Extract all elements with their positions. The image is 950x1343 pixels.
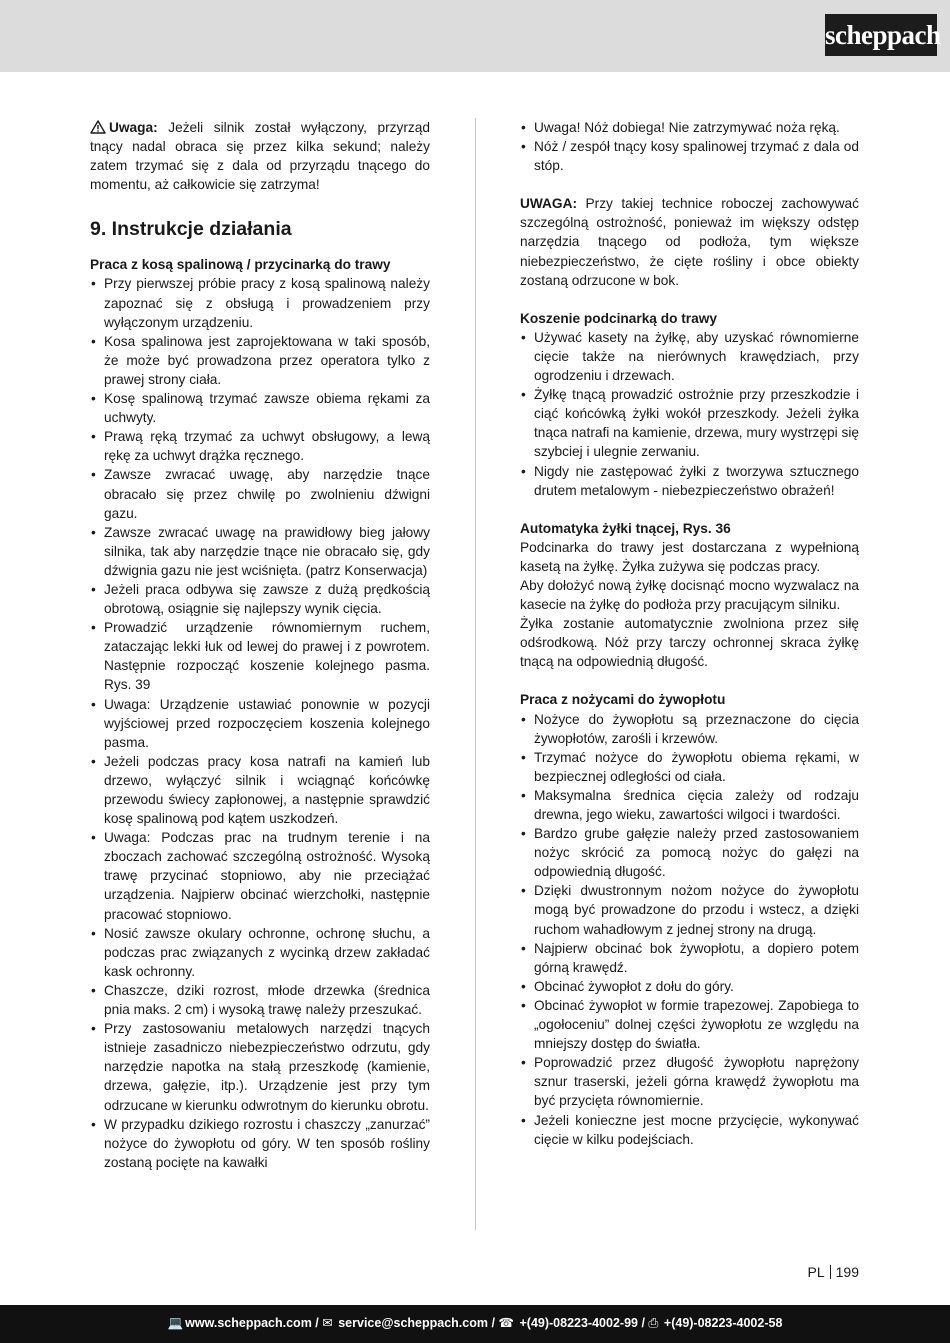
subheading-brushcutter: Praca z kosą spalinową / przycinarką do trawy	[90, 257, 391, 273]
list-item	[90, 465, 430, 522]
list-item-text: Jeżeli konieczne jest mocne przycięcie, wykonywać cięcie w kilku podejściach.	[534, 1112, 859, 1147]
bullet: •	[521, 463, 526, 479]
bullet: •	[521, 978, 526, 994]
list-item	[90, 523, 430, 580]
bullet: •	[91, 467, 96, 483]
brand-logo: scheppach	[825, 14, 937, 56]
page-language: PL	[807, 1264, 825, 1280]
column-divider	[475, 118, 476, 1230]
bullet: •	[521, 1112, 526, 1128]
list-item	[90, 274, 430, 331]
mail-icon: ✉	[322, 1316, 333, 1330]
bullet: •	[91, 830, 96, 846]
list-item	[520, 881, 859, 938]
list-item-text: Przy pierwszej próbie pracy z kosą spalinową należy zapoznać się z obsługą i prowadzeniem przy wyłączonym urządzeniu.	[104, 276, 430, 330]
bullet: •	[91, 429, 96, 445]
bullet: •	[91, 982, 96, 998]
list-item-text: Chaszcze, dziki rozrost, młode drzewka (średnica pnia maks. 2 cm) i wysoką trawę należy przeszukać.	[104, 982, 430, 1018]
list-item-text: Uwaga: Podczas prac na trudnym terenie i na zboczach zachować szczególną ostrożność. Wysoką trawę przycinać stopniowo, aby nie przeciążać urządzenia. Najpierw obcinać wierzchołki, następnie pracować stopniowo.	[104, 830, 430, 922]
uwaga-paragraph	[520, 194, 859, 289]
list-item-text: Poprowadzić przez długość żywopłotu naprężony sznur traserski, jeżeli górna krawędź żywopłotu ma być przycięta równomiernie.	[534, 1055, 859, 1109]
list-item-text: Jeżeli podczas pracy kosa natrafi na kamień lub drzewo, wyłączyć silnik i wciągnąć końcówkę przewodu świecy zapłonowej, a następnie sprawdzić kosę spalinową pod kątem uszkodzeń.	[104, 753, 430, 827]
footer-fax: +(49)-08223-4002-58	[663, 1316, 783, 1330]
list-item	[90, 332, 430, 389]
uwaga-label: UWAGA:	[520, 196, 578, 212]
list-item-text: Uwaga! Nóż dobiega! Nie zatrzymywać noża ręką.	[534, 120, 840, 135]
warning-triangle-icon	[90, 120, 106, 134]
spacer	[520, 500, 859, 519]
bullet: •	[91, 1116, 96, 1132]
bullet: •	[521, 387, 526, 403]
list-item	[520, 462, 859, 500]
spacer	[520, 671, 859, 690]
trimmer-list	[520, 328, 859, 500]
list-item-text: Maksymalna średnica cięcia zależy od rodzaju drewna, jego wieku, zawartości wilgoci i twardości.	[534, 787, 859, 822]
bullet: •	[521, 1055, 526, 1071]
computer-icon: 💻	[167, 1316, 184, 1330]
spacer	[520, 175, 859, 194]
right-column	[520, 118, 859, 1149]
list-item-text: Prawą ręką trzymać za uchwyt obsługowy, a lewą rękę za uchwyt drążka ręcznego.	[104, 429, 430, 464]
auto-paragraph-3: Żyłka zostanie automatycznie zwolniona przez siłę odśrodkową. Nóż przy tarczy ochronnej skraca żyłkę tnącą na odpowiednią długość.	[520, 616, 859, 670]
list-item	[520, 977, 859, 996]
section-title: 9. Instrukcje działania	[90, 218, 292, 241]
list-item	[520, 1053, 859, 1110]
list-item	[90, 1019, 430, 1114]
footer-contacts	[0, 1314, 950, 1332]
bullet: •	[91, 581, 96, 597]
list-item-text: Zawsze zwracać uwagę na prawidłowy bieg jałowy silnika, tak aby narzędzie tnące nie obracało się, gdy dźwignia gazu nie jest wciśnięta. (patrz Konserwacja)	[104, 524, 430, 578]
list-item	[90, 427, 430, 465]
bullet: •	[521, 139, 526, 155]
list-item	[520, 328, 859, 385]
list-item-text: Kosę spalinową trzymać zawsze obiema rękami za uchwyty.	[104, 391, 430, 426]
list-item-text: Najpierw obcinać bok żywopłotu, a dopiero potem górną krawędź.	[534, 940, 859, 975]
list-item-text: Bardzo grube gałęzie należy przed zastosowaniem nożyc skrócić za pomocą nożyc do gałęzi na odpowiednią długość.	[534, 826, 859, 880]
bullet: •	[521, 997, 526, 1013]
subheading-hedge: Praca z nożycami do żywopłotu	[520, 692, 726, 708]
bullet: •	[521, 749, 526, 765]
list-item-text: Trzymać nożyce do żywopłotu obiema rękami, w bezpiecznej odległości od ciała.	[534, 749, 859, 784]
warning-label: Uwaga:	[109, 120, 158, 135]
top-list	[520, 118, 859, 175]
bullet: •	[91, 620, 96, 636]
list-item	[90, 618, 430, 694]
list-item	[90, 924, 430, 981]
bullet: •	[521, 120, 526, 135]
list-item	[520, 939, 859, 977]
subheading-trimmer: Koszenie podcinarką do trawy	[520, 310, 717, 326]
bullet: •	[91, 696, 96, 712]
list-item-text: Obcinać żywopłot z dołu do góry.	[534, 978, 734, 994]
hedge-list	[520, 710, 859, 1149]
list-item	[520, 385, 859, 461]
list-item-text: Żyłkę tnącą prowadzić ostrożnie przy przeszkodzie i ciąć końcówką żyłki wokół przeszkody. Jeżeli żyłka tnąca natrafi na kamienie, drzewa, mury wystrzępi się szybciej i ulegnie zerwaniu.	[534, 387, 859, 460]
footer-website[interactable]: www.scheppach.com /	[185, 1316, 319, 1330]
list-item-text: Jeżeli praca odbywa się zawsze z dużą prędkością obrotową, osiągnie się najlepszy wynik cięcia.	[104, 581, 430, 617]
bullet: •	[91, 391, 96, 407]
list-item	[520, 710, 859, 748]
bullet: •	[521, 711, 526, 727]
list-item	[520, 1111, 859, 1149]
list-item-text: Dzięki dwustronnym nożom nożyce do żywopłotu mogą być prowadzone do przodu i wstecz, a dzięki ruchom wahadłowym z jednej strony na drugą.	[534, 883, 859, 937]
brushcutter-list	[90, 274, 430, 1171]
bullet: •	[91, 753, 96, 769]
list-item-text: Nożyce do żywopłotu są przeznaczone do cięcia żywopłotów, zarośli i krzewów.	[534, 711, 859, 746]
bullet: •	[91, 524, 96, 540]
list-item	[90, 695, 430, 752]
list-item-text: Używać kasety na żyłkę, aby uzyskać równomierne cięcie także na nierównych krawędziach, przy ogrodzeniu i drzewach.	[534, 329, 859, 384]
list-item	[520, 786, 859, 824]
list-item-text: Uwaga: Urządzenie ustawiać ponownie w pozycji wyjściowej przed rozpoczęciem koszenia kolejnego pasma.	[104, 696, 430, 750]
warning-text: Jeżeli silnik został wyłączony, przyrząd tnący nadal obraca się przez kilka sekund; należy zatem trzymać się z dala od przyrządu tnącego do momentu, aż całkowicie się zatrzyma!	[90, 120, 430, 193]
list-item	[90, 752, 430, 828]
footer-phone: +(49)-08223-4002-99 /	[519, 1316, 645, 1330]
list-item	[520, 996, 859, 1053]
page-number	[790, 1264, 859, 1280]
list-item-text: W przypadku dzikiego rozrostu i chaszczy „zanurzać” nożyce do żywopłotu od góry. W ten sposób rośliny zostaną pocięte na kawałki	[104, 1116, 430, 1170]
list-item	[90, 580, 430, 618]
bullet: •	[521, 787, 526, 803]
list-item	[90, 828, 430, 923]
bullet: •	[91, 925, 96, 941]
spacer	[520, 290, 859, 309]
subheading-auto-line: Automatyka żyłki tnącej, Rys. 36	[520, 520, 731, 536]
header-band	[0, 0, 950, 72]
bullet: •	[521, 826, 526, 842]
list-item	[520, 118, 859, 137]
list-item-text: Zawsze zwracać uwagę, aby narzędzie tnące obracało się przez chwilę po zwolnieniu dźwigni gazu.	[104, 467, 430, 521]
left-column	[90, 118, 430, 1172]
list-item	[520, 824, 859, 881]
list-item	[520, 748, 859, 786]
auto-paragraph-1: Podcinarka do trawy jest dostarczana z wypełnioną kasetą na żyłkę. Żyłka zużywa się podczas pracy.	[520, 539, 859, 574]
bullet: •	[91, 333, 96, 349]
list-item-text: Nigdy nie zastępować żyłki z tworzywa sztucznego drutem metalowym - niebezpieczeństwo obrażeń!	[534, 463, 859, 498]
warning-paragraph	[90, 118, 430, 194]
uwaga-text: Przy takiej technice roboczej zachowywać szczególną ostrożność, ponieważ im większy odstęp narzędzia tnącego od podłoża, tym większe niebezpieczeństwo, że cięte rośliny i obce obiekty zostaną odrzucone w bok.	[520, 196, 859, 288]
bullet: •	[91, 1021, 96, 1037]
fax-icon: ⎙	[648, 1316, 659, 1330]
list-item-text: Nosić zawsze okulary ochronne, ochronę słuchu, a podczas prac związanych z wycinką drzew zakładać kask ochronny.	[104, 925, 430, 979]
list-item	[90, 1115, 430, 1172]
list-item-text: Obcinać żywopłot w formie trapezowej. Zapobiega to „ogołoceniu” dolnej części żywopłotu ze względu na mniejszy dostęp do światła.	[534, 997, 859, 1052]
list-item-text: Nóż / zespół tnący kosy spalinowej trzymać z dala od stóp.	[534, 139, 859, 174]
auto-paragraph-2: Aby dołożyć nową żyłkę docisnąć mocno wyzwalacz na kasecie na żyłkę do podłoża przy pracującym silniku.	[520, 577, 859, 613]
list-item-text: Prowadzić urządzenie równomiernym ruchem, zataczając lekki łuk od lewej do prawej i z powrotem. Następnie rozpocząć koszenie kolejnego pasma. Rys. 39	[104, 620, 430, 693]
bullet: •	[521, 883, 526, 899]
footer-email[interactable]: service@scheppach.com /	[338, 1316, 495, 1330]
bullet: •	[521, 940, 526, 956]
phone-icon: ☎	[498, 1316, 514, 1330]
bullet: •	[521, 329, 526, 345]
list-item	[520, 137, 859, 175]
list-item-text: Kosa spalinowa jest zaprojektowana w taki sposób, że może być prowadzona przez operatora tylko z prawej strony ciała.	[104, 333, 430, 387]
list-item-text: Przy zastosowaniu metalowych narzędzi tnących istnieje zasadniczo niebezpieczeństwo odrzutu, gdy narzędzie napotka na stałą przeszkodę (kamienie, drzewa, gałęzie, itp.). Urządzenie jest przy tym odrzucane w kierunku odwrotnym do kierunku obrotu.	[104, 1021, 430, 1113]
page-number-value: 199	[835, 1264, 859, 1280]
list-item	[90, 981, 430, 1019]
bullet: •	[91, 276, 96, 292]
list-item	[90, 389, 430, 427]
page-number-separator	[830, 1265, 831, 1279]
